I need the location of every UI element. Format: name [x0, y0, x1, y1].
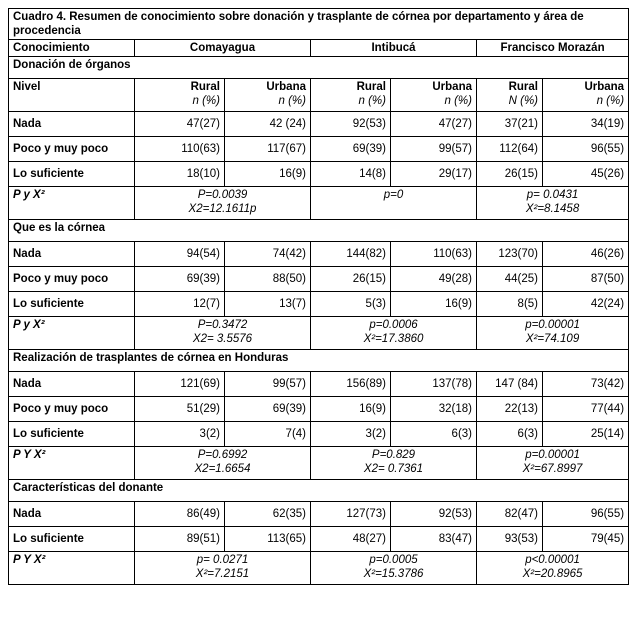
- table-row: [9, 267, 629, 292]
- section-title: Donación de órganos: [9, 57, 629, 79]
- department-header-row: [9, 40, 629, 57]
- table-cell: 89(51): [135, 527, 225, 552]
- area-unit: n (%): [596, 95, 625, 107]
- p-value: p=0: [383, 189, 404, 201]
- table-row: [9, 372, 629, 397]
- table-cell: 14(8): [311, 162, 391, 187]
- table-cell: 69(39): [225, 397, 311, 422]
- table-row: [9, 137, 629, 162]
- area-header-cell: [225, 79, 311, 112]
- p-value-cell: [311, 552, 477, 585]
- table-cell: 99(57): [225, 372, 311, 397]
- table-cell: 112(64): [477, 137, 543, 162]
- area-header-cell: [311, 79, 391, 112]
- p-value-row: [9, 187, 629, 220]
- table-body: [9, 9, 629, 585]
- chi-square-value: X²=8.1458: [525, 203, 580, 215]
- chi-square-value: X2=12.1611p: [188, 203, 257, 215]
- p-value: p=0.00001: [525, 319, 580, 331]
- table-cell: 99(57): [391, 137, 477, 162]
- table-cell: 42(24): [543, 292, 629, 317]
- table-cell: 74(42): [225, 242, 311, 267]
- p-value: P=0.3472: [197, 319, 248, 331]
- p-value-label: P y X²: [9, 317, 135, 350]
- row-label: Nada: [9, 502, 135, 527]
- table-cell: 83(47): [391, 527, 477, 552]
- table-cell: 37(21): [477, 112, 543, 137]
- table-row: [9, 162, 629, 187]
- table-cell: 94(54): [135, 242, 225, 267]
- column-header-intibuca: Intibucá: [311, 40, 477, 57]
- table-cell: 6(3): [391, 422, 477, 447]
- chi-square-value: X²=15.3786: [363, 568, 424, 580]
- table-cell: 42 (24): [225, 112, 311, 137]
- row-label: Nada: [9, 372, 135, 397]
- p-value-cell: [311, 447, 477, 480]
- p-value: p= 0.0431: [526, 189, 579, 201]
- p-value-cell: [135, 187, 311, 220]
- table-cell: 82(47): [477, 502, 543, 527]
- table-cell: 6(3): [477, 422, 543, 447]
- chi-square-value: X²=74.109: [525, 333, 580, 345]
- table-cell: 13(7): [225, 292, 311, 317]
- p-value-row: [9, 317, 629, 350]
- p-value-cell: [477, 552, 629, 585]
- table-cell: 45(26): [543, 162, 629, 187]
- area-header-cell: [135, 79, 225, 112]
- area-unit: n (%): [444, 95, 472, 107]
- p-value: P=0.0039: [197, 189, 248, 201]
- area-name: Rural: [508, 81, 538, 93]
- table-cell: 26(15): [477, 162, 543, 187]
- area-name: Urbana: [432, 81, 472, 93]
- row-label: Poco y muy poco: [9, 137, 135, 162]
- table-cell: 87(50): [543, 267, 629, 292]
- table-container: [8, 8, 628, 585]
- table-cell: 12(7): [135, 292, 225, 317]
- p-value: p=0.0006: [369, 319, 418, 331]
- p-value: P=0.829: [371, 449, 416, 461]
- section-row: [9, 57, 629, 79]
- chi-square-value: X²=17.3860: [363, 333, 424, 345]
- table-cell: 47(27): [391, 112, 477, 137]
- table-cell: 3(2): [311, 422, 391, 447]
- table-row: [9, 422, 629, 447]
- area-name: Urbana: [266, 81, 306, 93]
- section-title: Realización de trasplantes de córnea en Honduras: [9, 350, 629, 372]
- table-cell: 49(28): [391, 267, 477, 292]
- table-cell: 47(27): [135, 112, 225, 137]
- table-cell: 147 (84): [477, 372, 543, 397]
- row-label: Lo suficiente: [9, 422, 135, 447]
- p-value: p=0.0005: [369, 554, 418, 566]
- table-cell: 3(2): [135, 422, 225, 447]
- section-row: [9, 480, 629, 502]
- table-cell: 16(9): [391, 292, 477, 317]
- table-caption: Cuadro 4. Resumen de conocimiento sobre donación y trasplante de córnea por departamento y área de procedencia: [9, 9, 629, 40]
- row-label: Nada: [9, 112, 135, 137]
- table-cell: 34(19): [543, 112, 629, 137]
- column-header-francisco-morazan: Francisco Morazán: [477, 40, 629, 57]
- table-cell: 46(26): [543, 242, 629, 267]
- area-unit: N (%): [508, 95, 538, 107]
- area-name: Urbana: [584, 81, 625, 93]
- table-cell: 69(39): [311, 137, 391, 162]
- table-cell: 18(10): [135, 162, 225, 187]
- area-unit: n (%): [278, 95, 306, 107]
- area-header-cell: [477, 79, 543, 112]
- p-value-cell: [477, 317, 629, 350]
- table-cell: 96(55): [543, 502, 629, 527]
- section-title: Características del donante: [9, 480, 629, 502]
- row-label: Poco y muy poco: [9, 267, 135, 292]
- area-name: Rural: [356, 81, 386, 93]
- table-cell: 92(53): [311, 112, 391, 137]
- row-label: Lo suficiente: [9, 527, 135, 552]
- table-cell: 25(14): [543, 422, 629, 447]
- chi-square-value: X2=1.6654: [194, 463, 251, 475]
- table-cell: 137(78): [391, 372, 477, 397]
- p-value: p= 0.0271: [196, 554, 249, 566]
- table-cell: 110(63): [135, 137, 225, 162]
- chi-square-value: X²=67.8997: [522, 463, 583, 475]
- p-value-label: P y X²: [9, 187, 135, 220]
- level-label: Nivel: [9, 79, 135, 112]
- table-cell: 44(25): [477, 267, 543, 292]
- table-row: [9, 242, 629, 267]
- p-value-cell: [477, 187, 629, 220]
- table-cell: 127(73): [311, 502, 391, 527]
- chi-square-value: X²=20.8965: [522, 568, 583, 580]
- table-cell: 88(50): [225, 267, 311, 292]
- p-value-cell: [135, 552, 311, 585]
- section-title: Que es la córnea: [9, 220, 629, 242]
- table-cell: 26(15): [311, 267, 391, 292]
- row-label: Nada: [9, 242, 135, 267]
- table-cell: 77(44): [543, 397, 629, 422]
- p-value-cell: [135, 317, 311, 350]
- area-unit: n (%): [192, 95, 220, 107]
- p-value-cell: [311, 187, 477, 220]
- table-cell: 110(63): [391, 242, 477, 267]
- table-row: [9, 527, 629, 552]
- table-cell: 123(70): [477, 242, 543, 267]
- chi-square-value: X2= 3.5576: [192, 333, 253, 345]
- p-value-row: [9, 552, 629, 585]
- column-header-comayagua: Comayagua: [135, 40, 311, 57]
- table-cell: 113(65): [225, 527, 311, 552]
- p-value-label: P Y X²: [9, 447, 135, 480]
- p-value-row: [9, 447, 629, 480]
- table-cell: 48(27): [311, 527, 391, 552]
- table-row: [9, 292, 629, 317]
- table-cell: 32(18): [391, 397, 477, 422]
- area-name: Rural: [190, 81, 220, 93]
- table-cell: 93(53): [477, 527, 543, 552]
- p-value: P=0.6992: [197, 449, 248, 461]
- knowledge-summary-table: [8, 8, 629, 585]
- row-label: Poco y muy poco: [9, 397, 135, 422]
- row-label: Lo suficiente: [9, 292, 135, 317]
- table-cell: 144(82): [311, 242, 391, 267]
- table-cell: 5(3): [311, 292, 391, 317]
- table-cell: 79(45): [543, 527, 629, 552]
- table-cell: 69(39): [135, 267, 225, 292]
- table-cell: 16(9): [225, 162, 311, 187]
- p-value: p=0.00001: [525, 449, 580, 461]
- table-cell: 62(35): [225, 502, 311, 527]
- p-value: p<0.00001: [525, 554, 580, 566]
- area-header-cell: [543, 79, 629, 112]
- table-cell: 29(17): [391, 162, 477, 187]
- p-value-cell: [135, 447, 311, 480]
- column-header-conocimiento: Conocimiento: [9, 40, 135, 57]
- chi-square-value: X²=7.2151: [195, 568, 250, 580]
- table-cell: 22(13): [477, 397, 543, 422]
- table-cell: 8(5): [477, 292, 543, 317]
- table-row: [9, 397, 629, 422]
- area-unit: n (%): [358, 95, 386, 107]
- chi-square-value: X2= 0.7361: [363, 463, 424, 475]
- level-header-row: [9, 79, 629, 112]
- table-cell: 7(4): [225, 422, 311, 447]
- p-value-label: P Y X²: [9, 552, 135, 585]
- table-row: [9, 502, 629, 527]
- p-value-cell: [311, 317, 477, 350]
- table-cell: 73(42): [543, 372, 629, 397]
- section-row: [9, 220, 629, 242]
- table-cell: 86(49): [135, 502, 225, 527]
- table-cell: 96(55): [543, 137, 629, 162]
- section-row: [9, 350, 629, 372]
- table-row: [9, 112, 629, 137]
- table-cell: 92(53): [391, 502, 477, 527]
- table-cell: 117(67): [225, 137, 311, 162]
- table-cell: 121(69): [135, 372, 225, 397]
- table-cell: 51(29): [135, 397, 225, 422]
- row-label: Lo suficiente: [9, 162, 135, 187]
- table-cell: 16(9): [311, 397, 391, 422]
- area-header-cell: [391, 79, 477, 112]
- p-value-cell: [477, 447, 629, 480]
- table-cell: 156(89): [311, 372, 391, 397]
